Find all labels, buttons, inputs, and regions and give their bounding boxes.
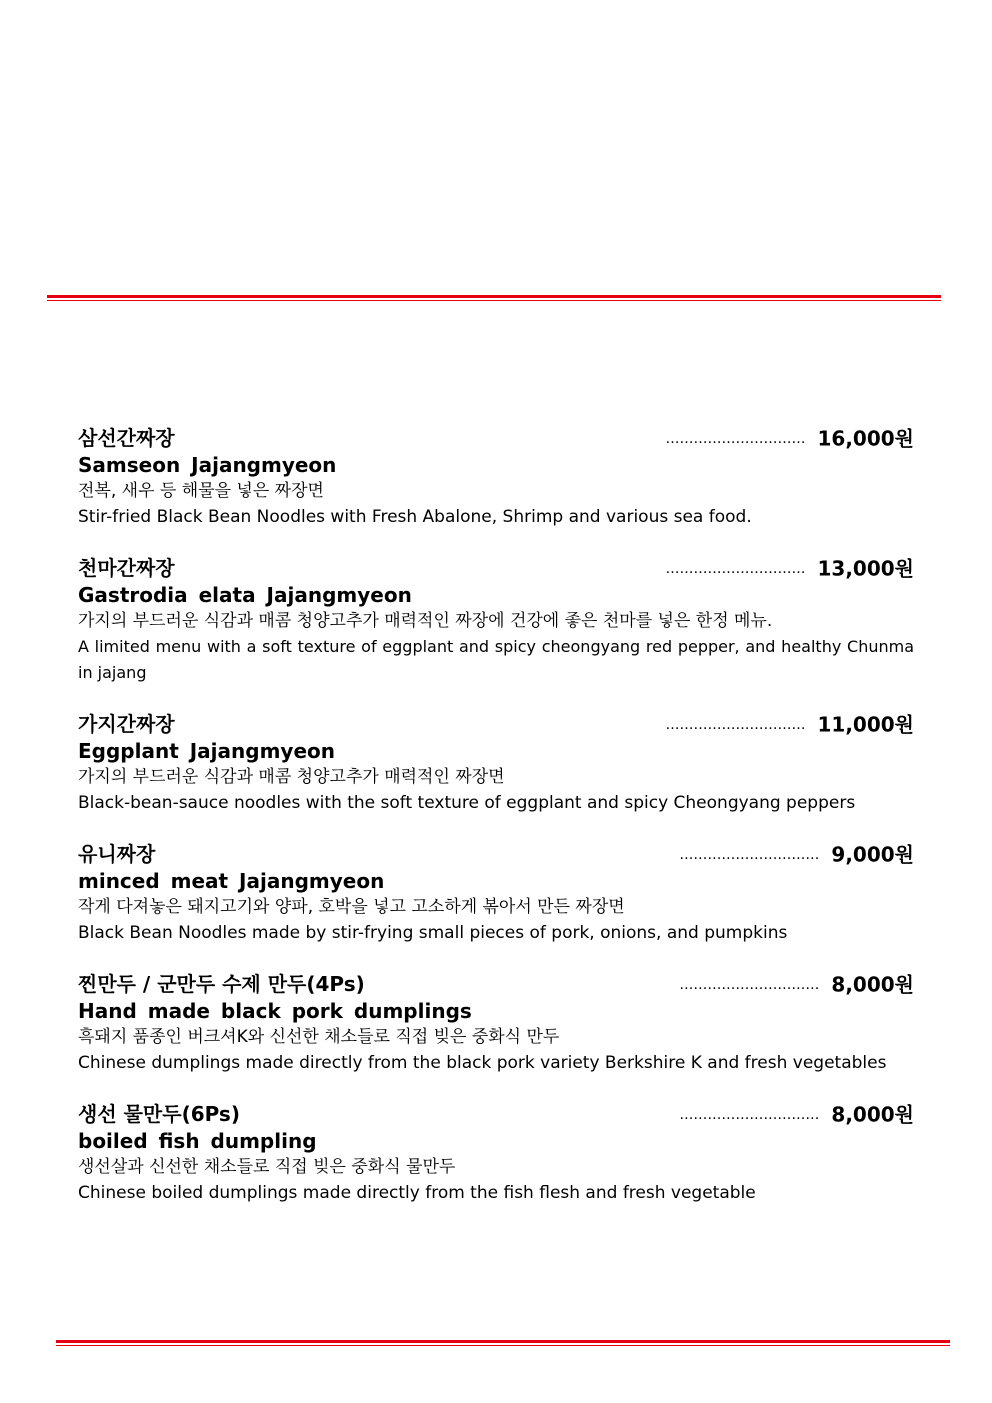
menu-item-header [78,1100,914,1128]
dish-name-korean: 가지간짜장 [78,712,175,736]
menu-item [78,424,914,530]
dish-name-english: minced meat Jajangmyeon [78,869,385,893]
dish-name-korean: 생선 물만두(6Ps) [78,1102,240,1126]
price-line [679,1100,914,1129]
price-line [666,554,915,583]
menu-item [78,710,914,816]
leader-dots: ………………………… [665,716,806,733]
leader-dots: ………………………… [679,846,820,863]
dish-price: 11,000원 [817,712,914,737]
dish-name-korean: 삼선간짜장 [78,426,175,450]
leader-dots: ………………………… [665,430,806,447]
dish-description-english: Chinese dumplings made directly from the black pork variety Berkshire K and fresh vegetables [78,1053,887,1073]
price-line [679,970,914,999]
dish-description-english: Black-bean-sauce noodles with the soft texture of eggplant and spicy Cheongyang peppers [78,793,856,813]
dish-price: 9,000원 [831,842,914,867]
leader-dots: ………………………… [665,560,806,577]
price-line [666,424,915,453]
dish-name-korean: 천마간짜장 [78,556,175,580]
leader-dots: ………………………… [679,976,820,993]
dish-description-korean: 전복, 새우 등 해물을 넣은 짜장면 [78,481,324,501]
menu-list [78,424,914,1230]
dish-price: 13,000원 [817,556,914,581]
dish-description-korean: 작게 다져놓은 돼지고기와 양파, 호박을 넣고 고소하게 볶아서 만든 짜장면 [78,897,625,917]
dish-name-english: boiled fish dumpling [78,1129,317,1153]
dish-price: 16,000원 [817,426,914,451]
dish-name-english: Eggplant Jajangmyeon [78,739,335,763]
menu-item [78,840,914,946]
menu-item-header [78,970,914,998]
dish-description-english: A limited menu with a soft texture of eggplant and spicy cheongyang red pepper, and healthy Chunma in jajang [78,637,914,682]
dish-description-english: Chinese boiled dumplings made directly from the fish flesh and fresh vegetable [78,1183,756,1203]
dish-description-english: Black Bean Noodles made by stir-frying small pieces of pork, onions, and pumpkins [78,923,788,943]
price-line [666,710,915,739]
dish-description-korean: 가지의 부드러운 식감과 매콤 청양고추가 매력적인 짜장면 [78,767,505,787]
dish-description-korean: 생선살과 신선한 채소들로 직접 빚은 중화식 물만두 [78,1157,456,1177]
menu-item [78,1100,914,1206]
dish-price: 8,000원 [831,1102,914,1127]
dish-name-english: Gastrodia elata Jajangmyeon [78,583,412,607]
bottom-divider [56,1340,950,1346]
dish-description-english: Stir-fried Black Bean Noodles with Fresh Abalone, Shrimp and various sea food. [78,507,752,527]
dish-price: 8,000원 [831,972,914,997]
menu-item-header [78,710,914,738]
top-divider [47,295,941,301]
menu-item-header [78,840,914,868]
dish-name-korean: 찐만두 / 군만두 수제 만두(4Ps) [78,972,365,996]
dish-description-korean: 흑돼지 품종인 버크셔K와 신선한 채소들로 직접 빚은 중화식 만두 [78,1027,560,1047]
menu-item [78,554,914,686]
dish-name-korean: 유니짜장 [78,842,156,866]
leader-dots: ………………………… [679,1106,820,1123]
menu-item-header [78,424,914,452]
dish-description-korean: 가지의 부드러운 식감과 매콤 청양고추가 매력적인 짜장에 건강에 좋은 천마를 넣은 한정 메뉴. [78,611,773,631]
price-line [679,840,914,869]
dish-name-english: Samseon Jajangmyeon [78,453,337,477]
menu-item-header [78,554,914,582]
menu-item [78,970,914,1076]
dish-name-english: Hand made black pork dumplings [78,999,472,1023]
